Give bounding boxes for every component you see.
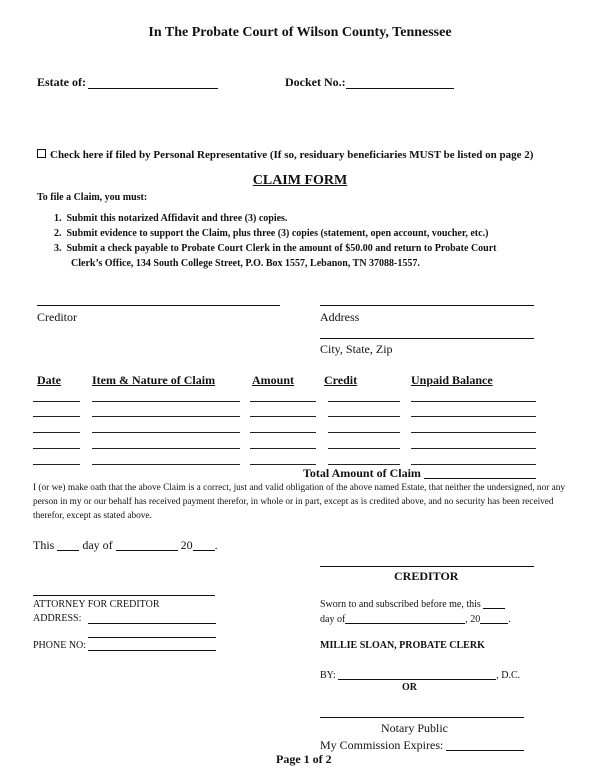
by-row xyxy=(320,669,520,681)
by-label: BY: xyxy=(320,670,336,681)
sworn-day-of-label: day of xyxy=(320,614,346,625)
date-day-of-label: day of xyxy=(82,538,113,552)
sworn-date-row xyxy=(320,613,511,625)
instruction-item xyxy=(54,228,488,239)
creditor-signature-line[interactable] xyxy=(320,566,534,567)
total-amount-label: Total Amount of Claim xyxy=(303,466,421,480)
personal-rep-checkbox-label: Check here if filed by Personal Representative (If so, residuary beneficiaries MUST be listed on page 2) xyxy=(50,149,534,161)
unpaid-balance-cell[interactable] xyxy=(411,432,536,433)
instruction-number: 3. xyxy=(54,243,62,254)
date-year-prefix: 20 xyxy=(180,538,193,552)
attorney-address-label: ADDRESS: xyxy=(33,613,82,624)
amount-cell[interactable] xyxy=(250,448,316,449)
personal-rep-checkbox[interactable] xyxy=(37,149,46,158)
instruction-item xyxy=(54,243,497,254)
page-number: Page 1 of 2 xyxy=(276,752,332,766)
city-state-zip-field[interactable] xyxy=(320,338,534,339)
address-field[interactable] xyxy=(320,305,534,306)
city-state-zip-label: City, State, Zip xyxy=(320,342,393,356)
instruction-number: 1. xyxy=(54,213,62,224)
commission-label: My Commission Expires: xyxy=(320,738,444,752)
instruction-number: 2. xyxy=(54,228,62,239)
date-cell[interactable] xyxy=(33,448,80,449)
instruction-text: Submit evidence to support the Claim, plus three (3) copies (statement, open account, voucher, etc.) xyxy=(66,228,489,239)
attorney-signature-line[interactable] xyxy=(33,595,215,596)
unpaid-balance-cell[interactable] xyxy=(411,416,536,417)
year-field[interactable] xyxy=(193,540,215,551)
phone-field[interactable] xyxy=(88,650,216,651)
item-cell[interactable] xyxy=(92,432,240,433)
column-header-item: Item & Nature of Claim xyxy=(92,373,216,387)
credit-cell[interactable] xyxy=(328,464,400,465)
dc-label: , D.C. xyxy=(496,670,521,681)
amount-cell[interactable] xyxy=(250,464,316,465)
date-cell[interactable] xyxy=(33,464,80,465)
amount-cell[interactable] xyxy=(250,432,316,433)
date-cell[interactable] xyxy=(33,432,80,433)
notary-label: Notary Public xyxy=(381,721,448,735)
personal-rep-checkbox-row[interactable] xyxy=(37,149,533,161)
column-header-date: Date xyxy=(37,373,61,387)
estate-label: Estate of: xyxy=(37,75,86,89)
day-field[interactable] xyxy=(57,540,79,551)
instruction-item xyxy=(54,213,287,224)
commission-expires-field[interactable] xyxy=(446,740,524,751)
sworn-day-field[interactable] xyxy=(483,598,505,609)
date-cell[interactable] xyxy=(33,416,80,417)
clerk-name: MILLIE SLOAN, PROBATE CLERK xyxy=(320,640,485,651)
date-line xyxy=(33,538,218,553)
attorney-address-field[interactable] xyxy=(88,623,216,624)
creditor-label: Creditor xyxy=(37,310,77,324)
sworn-year-prefix: , 20 xyxy=(465,614,481,625)
column-header-credit: Credit xyxy=(324,373,358,387)
item-cell[interactable] xyxy=(92,464,240,465)
month-field[interactable] xyxy=(116,540,178,551)
sworn-year-field[interactable] xyxy=(480,613,508,624)
attorney-address-field-2[interactable] xyxy=(88,637,216,638)
sworn-text-row xyxy=(320,598,505,610)
unpaid-balance-cell[interactable] xyxy=(411,448,536,449)
date-this-label: This xyxy=(33,538,55,552)
docket-label: Docket No.: xyxy=(285,75,346,89)
total-amount-field[interactable] xyxy=(424,478,536,479)
amount-cell[interactable] xyxy=(250,416,316,417)
sworn-text: Sworn to and subscribed before me, this xyxy=(320,599,481,610)
instruction-text: Submit a check payable to Probate Court Clerk in the amount of $50.00 and return to Probate Court xyxy=(66,243,497,254)
unpaid-balance-cell[interactable] xyxy=(411,464,536,465)
form-title: CLAIM FORM xyxy=(252,173,348,188)
item-cell[interactable] xyxy=(92,448,240,449)
phone-label: PHONE NO: xyxy=(33,640,87,651)
credit-cell[interactable] xyxy=(328,416,400,417)
oath-text: I (or we) make oath that the above Claim is a correct, just and valid obligation of the above named Estate, that neither the undersigned, nor any person in my or our behalf has received payment therefor, in whole or in part, except as is credited above, and no security has been received therefor, except as stated above. xyxy=(33,483,566,521)
instruction-continued: Clerk’s Office, 134 South College Street, P.O. Box 1557, Lebanon, TN 37088-1557. xyxy=(71,258,420,269)
instruction-text: Submit this notarized Affidavit and three (3) copies. xyxy=(66,213,288,224)
credit-cell[interactable] xyxy=(328,448,400,449)
date-period: . xyxy=(214,538,218,552)
item-cell[interactable] xyxy=(92,416,240,417)
or-label: OR xyxy=(402,682,417,693)
notary-signature-line[interactable] xyxy=(320,717,524,718)
commission-row xyxy=(320,738,524,753)
creditor-caption: CREDITOR xyxy=(394,569,459,583)
docket-field[interactable] xyxy=(346,88,454,89)
sworn-period: . xyxy=(508,614,511,625)
amount-cell[interactable] xyxy=(250,401,316,402)
date-cell[interactable] xyxy=(33,401,80,402)
estate-field[interactable] xyxy=(88,88,218,89)
column-header-unpaid-balance: Unpaid Balance xyxy=(411,373,493,387)
address-label: Address xyxy=(320,310,360,324)
by-signature-field[interactable] xyxy=(338,669,496,680)
credit-cell[interactable] xyxy=(328,401,400,402)
court-title: In The Probate Court of Wilson County, Tennessee xyxy=(148,25,452,40)
item-cell[interactable] xyxy=(92,401,240,402)
column-header-amount: Amount xyxy=(252,373,295,387)
credit-cell[interactable] xyxy=(328,432,400,433)
unpaid-balance-cell[interactable] xyxy=(411,401,536,402)
attorney-label: ATTORNEY FOR CREDITOR xyxy=(33,599,160,610)
instructions-intro: To file a Claim, you must: xyxy=(37,192,148,203)
sworn-month-field[interactable] xyxy=(345,613,465,624)
creditor-field[interactable] xyxy=(37,305,280,306)
